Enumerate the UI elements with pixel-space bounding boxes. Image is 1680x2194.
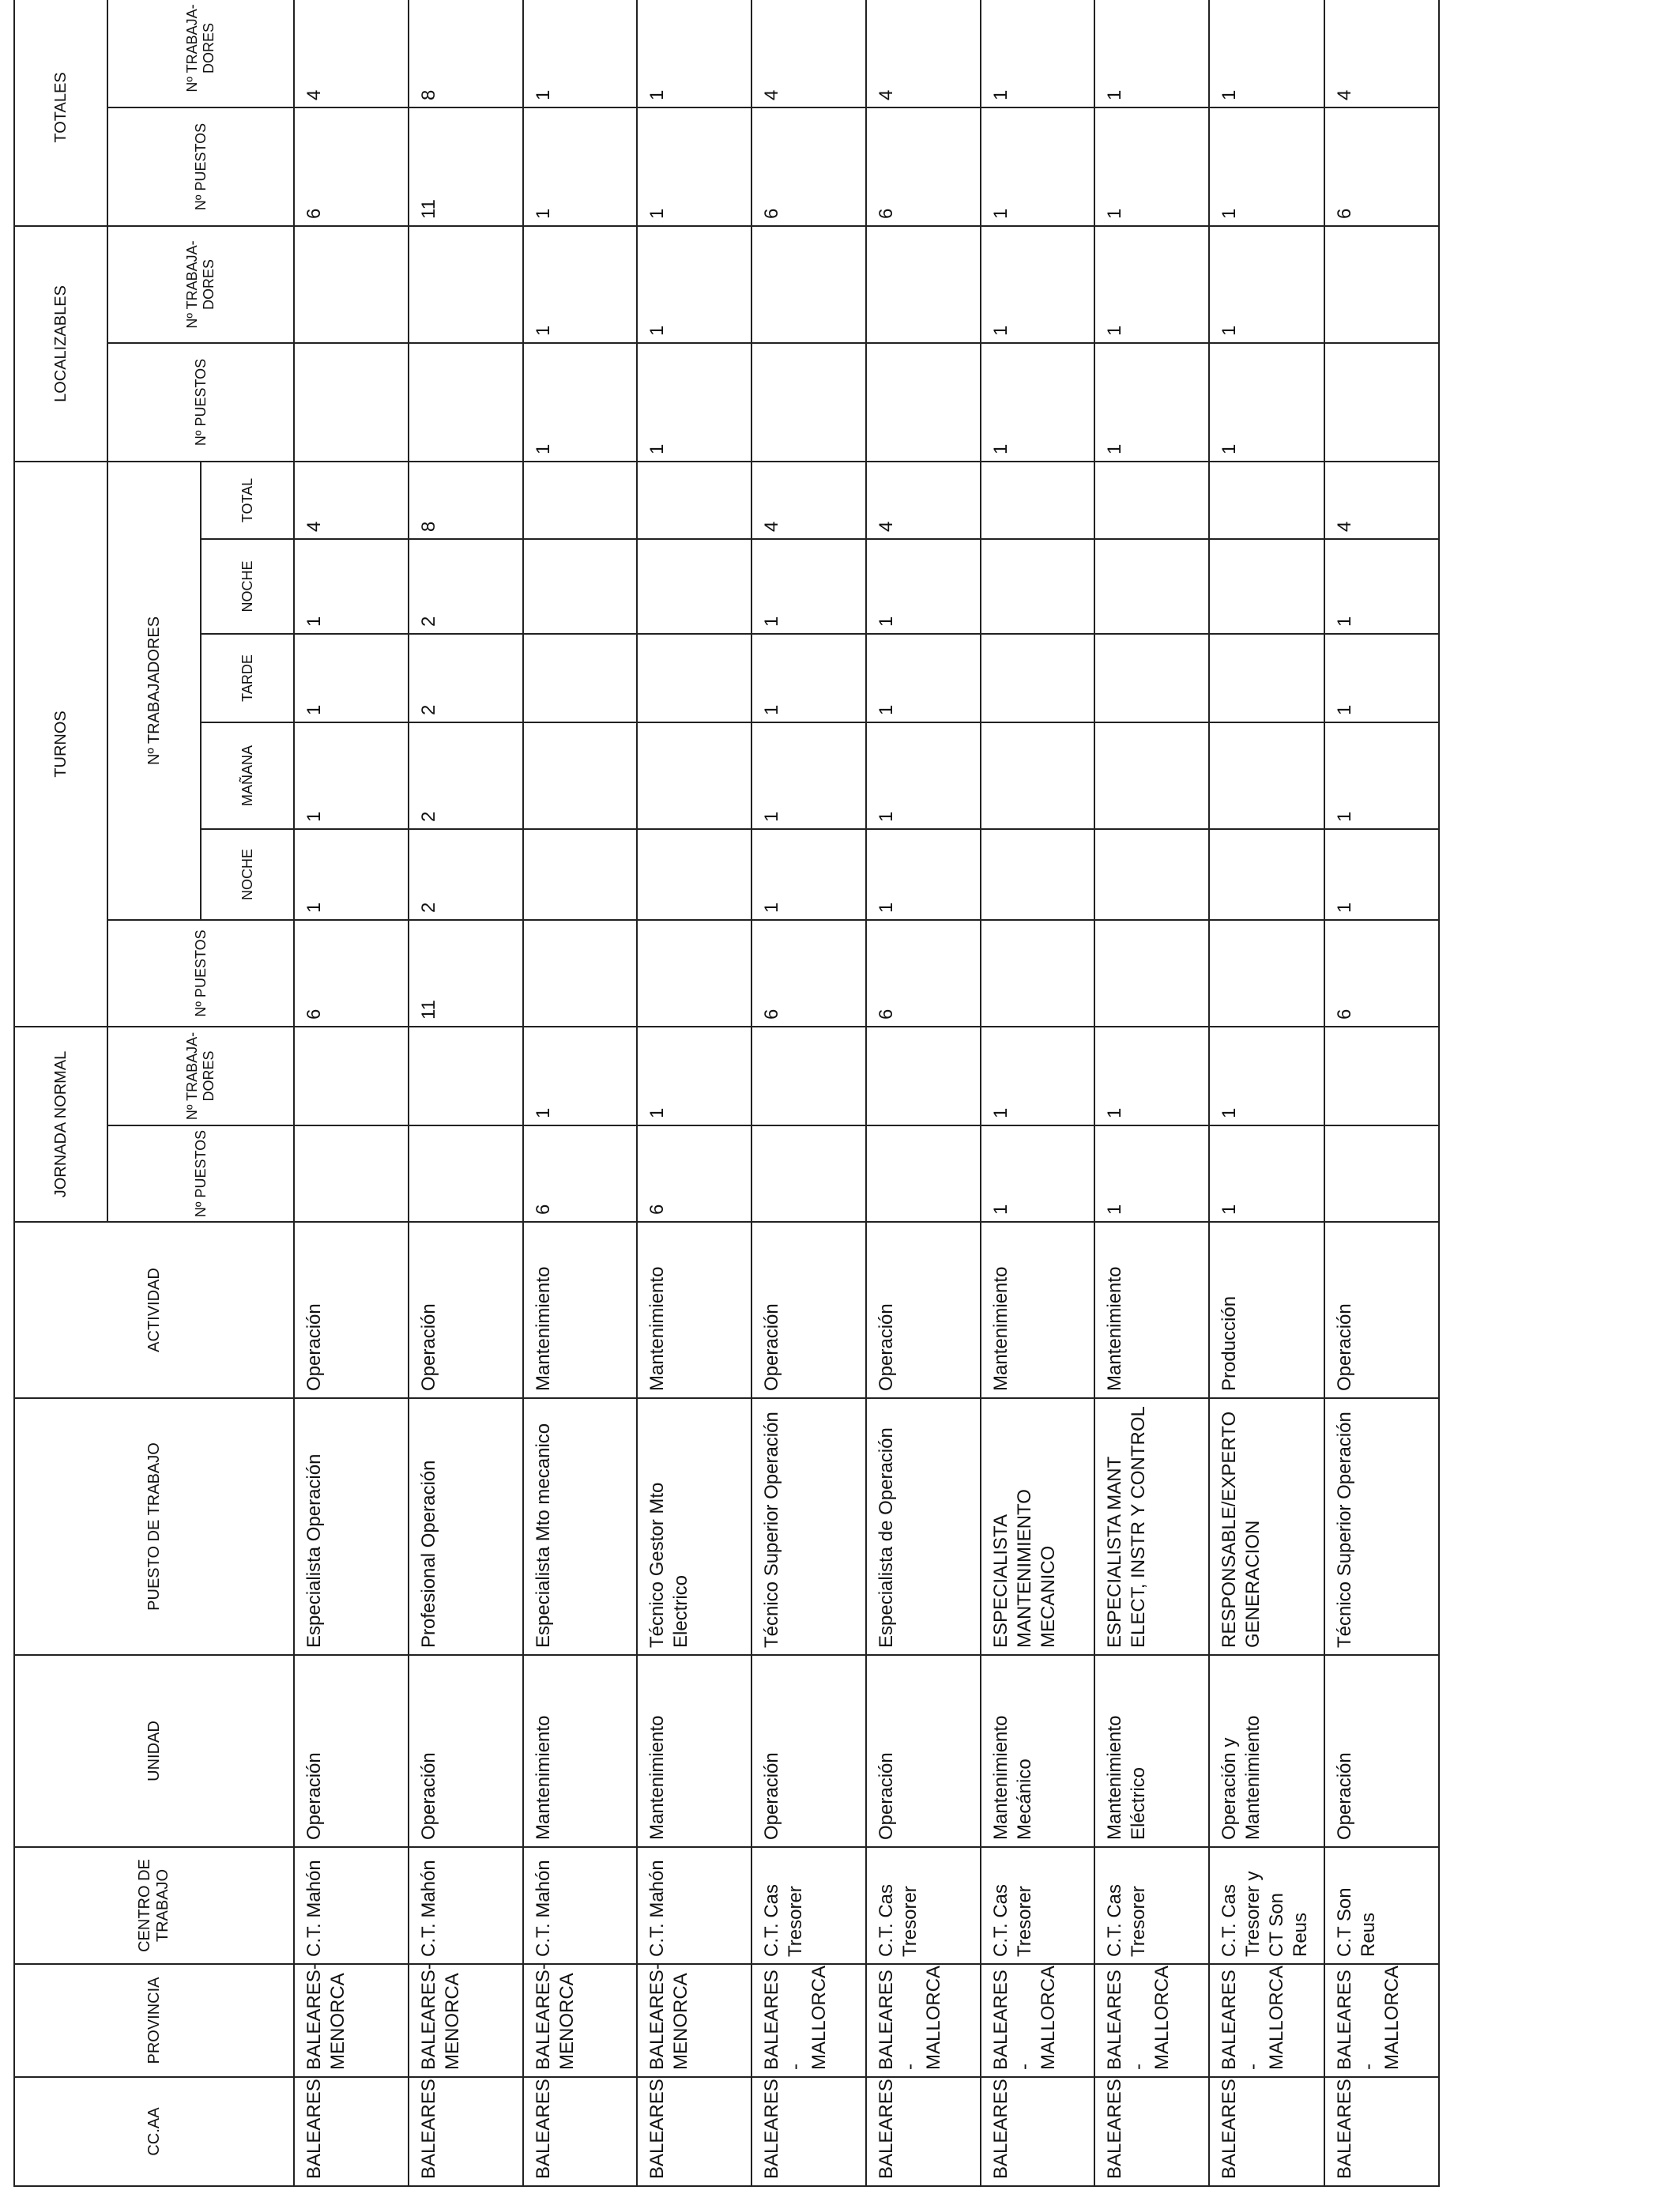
cell-noche-1: 1 (751, 829, 866, 920)
cell-provincia: BALEARES-MENORCA (637, 1964, 751, 2077)
cell-turnos-puestos: 6 (866, 920, 981, 1027)
cell-tot-puestos: 1 (523, 107, 638, 226)
header-loc-puestos: Nº PUESTOS (107, 343, 294, 462)
cell-tot-trabajadores: 1 (523, 0, 638, 107)
cell-total (1209, 462, 1324, 539)
header-provincia: PROVINCIA (14, 1964, 294, 2077)
header-turnos-puestos: Nº PUESTOS (107, 920, 294, 1027)
cell-loc-trabajadores (294, 226, 409, 343)
cell-centro: C.T. Cas Tresorer (981, 1847, 1095, 1964)
cell-centro: C.T. Cas Tresorer (751, 1847, 866, 1964)
cell-loc-trabajadores: 1 (981, 226, 1095, 343)
cell-noche-2: 1 (1324, 539, 1439, 634)
cell-jn-puestos (294, 1125, 409, 1222)
cell-loc-trabajadores: 1 (1094, 226, 1209, 343)
cell-turnos-puestos: 11 (409, 920, 523, 1027)
cell-ccaa: BALEARES (981, 2077, 1095, 2186)
cell-unidad: Operación (751, 1655, 866, 1847)
cell-jn-puestos: 1 (1209, 1125, 1324, 1222)
cell-loc-puestos: 1 (1209, 343, 1324, 462)
cell-turnos-puestos (523, 920, 638, 1027)
cell-noche-2: 1 (294, 539, 409, 634)
cell-centro: C.T. Mahón (294, 1847, 409, 1964)
cell-manana (1094, 722, 1209, 829)
header-turnos-trabajadores: Nº TRABAJADORES (107, 462, 201, 920)
cell-tot-trabajadores: 4 (751, 0, 866, 107)
header-jn-puestos: Nº PUESTOS (107, 1125, 294, 1222)
cell-provincia: BALEARES-MENORCA (294, 1964, 409, 2077)
cell-manana: 1 (866, 722, 981, 829)
cell-puesto: Especialista Operación (294, 1398, 409, 1655)
header-puesto: PUESTO DE TRABAJO (14, 1398, 294, 1655)
cell-puesto: Especialista Mto mecanico (523, 1398, 638, 1655)
cell-jn-trabajadores: 1 (523, 1027, 638, 1125)
header-ccaa: CC.AA (14, 2077, 294, 2186)
cell-total: 8 (409, 462, 523, 539)
cell-turnos-puestos (981, 920, 1095, 1027)
cell-loc-puestos (751, 343, 866, 462)
table-row (1209, 0, 1324, 2186)
cell-loc-puestos (294, 343, 409, 462)
cell-noche-1 (523, 829, 638, 920)
cell-unidad: Mantenimiento Mecánico (981, 1655, 1095, 1847)
cell-loc-trabajadores (1324, 226, 1439, 343)
cell-unidad: Mantenimiento (637, 1655, 751, 1847)
cell-jn-trabajadores (1324, 1027, 1439, 1125)
cell-turnos-puestos: 6 (1324, 920, 1439, 1027)
header-tarde: TARDE (201, 634, 294, 722)
cell-loc-trabajadores (866, 226, 981, 343)
cell-unidad: Mantenimiento Eléctrico (1094, 1655, 1209, 1847)
cell-tot-trabajadores: 1 (1094, 0, 1209, 107)
cell-ccaa: BALEARES (1209, 2077, 1324, 2186)
cell-total (981, 462, 1095, 539)
cell-provincia: BALEARES - MALLORCA (751, 1964, 866, 2077)
cell-tot-puestos: 11 (409, 107, 523, 226)
cell-centro: C.T. Cas Tresorer (866, 1847, 981, 1964)
cell-actividad: Mantenimiento (1094, 1222, 1209, 1398)
cell-provincia: BALEARES - MALLORCA (1324, 1964, 1439, 2077)
cell-jn-puestos: 6 (523, 1125, 638, 1222)
cell-jn-trabajadores: 1 (1209, 1027, 1324, 1125)
cell-tot-puestos: 1 (1209, 107, 1324, 226)
cell-centro: C.T. Mahón (409, 1847, 523, 1964)
table-row (637, 0, 751, 2186)
cell-actividad: Operación (294, 1222, 409, 1398)
cell-tarde: 1 (751, 634, 866, 722)
cell-ccaa: BALEARES (751, 2077, 866, 2186)
cell-tot-puestos: 6 (866, 107, 981, 226)
cell-loc-puestos: 1 (981, 343, 1095, 462)
cell-actividad: Mantenimiento (981, 1222, 1095, 1398)
cell-noche-1 (1209, 829, 1324, 920)
rotated-table-wrapper (13, 6, 1440, 2187)
cell-noche-1: 1 (1324, 829, 1439, 920)
header-noche-2: NOCHE (201, 539, 294, 634)
cell-ccaa: BALEARES (409, 2077, 523, 2186)
cell-jn-trabajadores (751, 1027, 866, 1125)
cell-manana: 1 (1324, 722, 1439, 829)
cell-tot-puestos: 6 (1324, 107, 1439, 226)
header-noche-1: NOCHE (201, 829, 294, 920)
cell-turnos-puestos (1094, 920, 1209, 1027)
cell-centro: C.T. Cas Tresorer y CT Son Reus (1209, 1847, 1324, 1964)
cell-actividad: Mantenimiento (523, 1222, 638, 1398)
cell-tot-trabajadores: 4 (1324, 0, 1439, 107)
cell-jn-puestos (751, 1125, 866, 1222)
cell-tot-trabajadores: 8 (409, 0, 523, 107)
table-row (1094, 0, 1209, 2186)
cell-jn-trabajadores: 1 (637, 1027, 751, 1125)
cell-jn-puestos: 1 (981, 1125, 1095, 1222)
cell-tarde: 1 (294, 634, 409, 722)
cell-manana: 1 (751, 722, 866, 829)
cell-manana (523, 722, 638, 829)
cell-manana (637, 722, 751, 829)
cell-noche-2 (523, 539, 638, 634)
header-actividad: ACTIVIDAD (14, 1222, 294, 1398)
cell-total: 4 (751, 462, 866, 539)
cell-total (523, 462, 638, 539)
cell-centro: C.T. Cas Tresorer (1094, 1847, 1209, 1964)
cell-unidad: Operación (409, 1655, 523, 1847)
cell-tot-puestos: 1 (1094, 107, 1209, 226)
cell-loc-trabajadores (751, 226, 866, 343)
cell-puesto: Técnico Superior Operación (1324, 1398, 1439, 1655)
cell-noche-1: 1 (866, 829, 981, 920)
cell-ccaa: BALEARES (294, 2077, 409, 2186)
staffing-table (13, 0, 1440, 2187)
table-row (294, 0, 409, 2186)
cell-noche-2 (1094, 539, 1209, 634)
cell-provincia: BALEARES-MENORCA (409, 1964, 523, 2077)
table-row (866, 0, 981, 2186)
cell-actividad: Operación (409, 1222, 523, 1398)
cell-tot-trabajadores: 1 (1209, 0, 1324, 107)
cell-actividad: Operación (1324, 1222, 1439, 1398)
cell-tot-puestos: 6 (751, 107, 866, 226)
header-centro: CENTRO DE TRABAJO (14, 1847, 294, 1964)
cell-total (1094, 462, 1209, 539)
cell-unidad: Operación (294, 1655, 409, 1847)
cell-centro: C.T Son Reus (1324, 1847, 1439, 1964)
cell-noche-1 (981, 829, 1095, 920)
cell-jn-puestos: 6 (637, 1125, 751, 1222)
cell-actividad: Mantenimiento (637, 1222, 751, 1398)
cell-unidad: Operación (1324, 1655, 1439, 1847)
table-row (751, 0, 866, 2186)
cell-puesto: Técnico Gestor Mto Electrico (637, 1398, 751, 1655)
cell-jn-trabajadores (866, 1027, 981, 1125)
cell-tarde: 1 (1324, 634, 1439, 722)
header-turnos: TURNOS (14, 462, 107, 1027)
cell-puesto: Especialista de Operación (866, 1398, 981, 1655)
cell-provincia: BALEARES - MALLORCA (981, 1964, 1095, 2077)
cell-tarde (637, 634, 751, 722)
cell-tot-trabajadores: 4 (866, 0, 981, 107)
cell-tot-puestos: 6 (294, 107, 409, 226)
cell-centro: C.T. Mahón (637, 1847, 751, 1964)
header-total: TOTAL (201, 462, 294, 539)
cell-total (637, 462, 751, 539)
header-jornada-normal: JORNADA NORMAL (14, 1027, 107, 1222)
cell-puesto: ESPECIALISTA MANTENIMIENTO MECANICO (981, 1398, 1095, 1655)
cell-noche-2: 2 (409, 539, 523, 634)
cell-jn-trabajadores: 1 (1094, 1027, 1209, 1125)
cell-noche-1 (1094, 829, 1209, 920)
cell-turnos-puestos: 6 (751, 920, 866, 1027)
cell-noche-2 (1209, 539, 1324, 634)
cell-noche-1: 1 (294, 829, 409, 920)
cell-jn-puestos (409, 1125, 523, 1222)
cell-turnos-puestos (1209, 920, 1324, 1027)
cell-ccaa: BALEARES (866, 2077, 981, 2186)
cell-centro: C.T. Mahón (523, 1847, 638, 1964)
cell-provincia: BALEARES - MALLORCA (1094, 1964, 1209, 2077)
cell-noche-1: 2 (409, 829, 523, 920)
table-body (294, 0, 1439, 2186)
cell-tot-trabajadores: 1 (637, 0, 751, 107)
cell-ccaa: BALEARES (523, 2077, 638, 2186)
cell-noche-2 (981, 539, 1095, 634)
cell-loc-trabajadores: 1 (523, 226, 638, 343)
cell-noche-2 (637, 539, 751, 634)
header-tot-puestos: Nº PUESTOS (107, 107, 294, 226)
cell-total: 4 (1324, 462, 1439, 539)
cell-actividad: Operación (866, 1222, 981, 1398)
cell-unidad: Operación y Mantenimiento (1209, 1655, 1324, 1847)
cell-provincia: BALEARES - MALLORCA (866, 1964, 981, 2077)
header-tot-trabajadores: Nº TRABAJA-DORES (107, 0, 294, 107)
cell-manana: 1 (294, 722, 409, 829)
cell-loc-puestos (409, 343, 523, 462)
cell-loc-puestos: 1 (637, 343, 751, 462)
cell-total: 4 (294, 462, 409, 539)
header-localizables: LOCALIZABLES (14, 226, 107, 462)
cell-turnos-puestos: 6 (294, 920, 409, 1027)
cell-loc-trabajadores (409, 226, 523, 343)
cell-noche-1 (637, 829, 751, 920)
cell-loc-puestos: 1 (1094, 343, 1209, 462)
cell-tarde (981, 634, 1095, 722)
cell-loc-trabajadores: 1 (637, 226, 751, 343)
table-row (523, 0, 638, 2186)
header-totales: TOTALES (14, 0, 107, 226)
cell-loc-puestos: 1 (523, 343, 638, 462)
cell-jn-puestos: 1 (1094, 1125, 1209, 1222)
cell-unidad: Mantenimiento (523, 1655, 638, 1847)
cell-puesto: RESPONSABLE/EXPERTO GENERACION (1209, 1398, 1324, 1655)
cell-noche-2: 1 (866, 539, 981, 634)
cell-ccaa: BALEARES (1324, 2077, 1439, 2186)
cell-puesto: ESPECIALISTA MANT ELECT, INSTR Y CONTROL (1094, 1398, 1209, 1655)
header-manana: MAÑANA (201, 722, 294, 829)
header-loc-trabajadores: Nº TRABAJA-DORES (107, 226, 294, 343)
table-row (1324, 0, 1439, 2186)
cell-actividad: Operación (751, 1222, 866, 1398)
cell-jn-puestos (1324, 1125, 1439, 1222)
cell-tot-trabajadores: 1 (981, 0, 1095, 107)
cell-manana: 2 (409, 722, 523, 829)
cell-loc-puestos (866, 343, 981, 462)
cell-provincia: BALEARES-MENORCA (523, 1964, 638, 2077)
cell-total: 4 (866, 462, 981, 539)
cell-manana (981, 722, 1095, 829)
cell-loc-trabajadores: 1 (1209, 226, 1324, 343)
cell-provincia: BALEARES - MALLORCA (1209, 1964, 1324, 2077)
cell-tot-trabajadores: 4 (294, 0, 409, 107)
header-unidad: UNIDAD (14, 1655, 294, 1847)
cell-actividad: Producción (1209, 1222, 1324, 1398)
table-row (409, 0, 523, 2186)
cell-tarde (1094, 634, 1209, 722)
cell-puesto: Profesional Operación (409, 1398, 523, 1655)
cell-manana (1209, 722, 1324, 829)
cell-tot-puestos: 1 (981, 107, 1095, 226)
cell-puesto: Técnico Superior Operación (751, 1398, 866, 1655)
cell-jn-trabajadores (294, 1027, 409, 1125)
cell-turnos-puestos (637, 920, 751, 1027)
cell-tarde (1209, 634, 1324, 722)
cell-tarde (523, 634, 638, 722)
cell-noche-2: 1 (751, 539, 866, 634)
cell-tarde: 1 (866, 634, 981, 722)
cell-tarde: 2 (409, 634, 523, 722)
cell-jn-trabajadores: 1 (981, 1027, 1095, 1125)
cell-ccaa: BALEARES (637, 2077, 751, 2186)
cell-jn-puestos (866, 1125, 981, 1222)
header-jn-trabajadores: Nº TRABAJA-DORES (107, 1027, 294, 1125)
cell-tot-puestos: 1 (637, 107, 751, 226)
cell-unidad: Operación (866, 1655, 981, 1847)
cell-jn-trabajadores (409, 1027, 523, 1125)
cell-ccaa: BALEARES (1094, 2077, 1209, 2186)
cell-loc-puestos (1324, 343, 1439, 462)
table-row (981, 0, 1095, 2186)
